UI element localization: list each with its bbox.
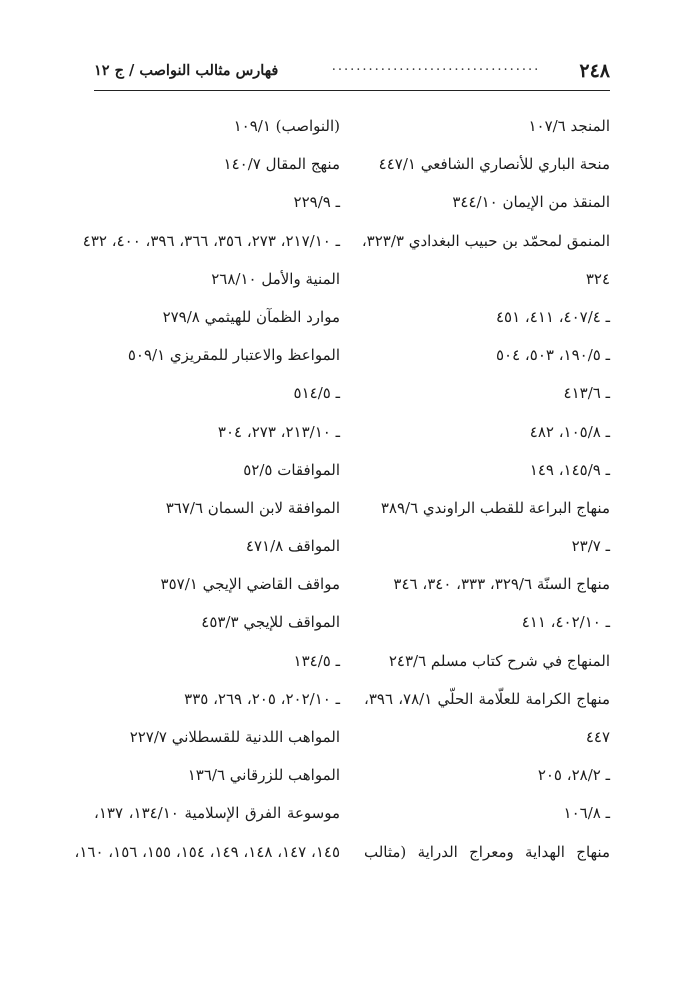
index-line: ـ ١٠٦/٨ [563, 804, 610, 823]
index-line: ـ ١٣٤/٥ [293, 651, 340, 670]
index-line: ـ ٤٠٢/١٠، ٤١١ [521, 613, 610, 632]
page-number: ٢٤٨ [579, 60, 610, 82]
index-line: منهاج الهداية ومعراج الدراية (مثالب [364, 842, 610, 861]
right-column [361, 107, 610, 871]
index-line: موارد الظمآن للهيثمي ٢٧٩/٨ [162, 307, 340, 326]
index-line: ـ ٢١٣/١٠، ٢٧٣، ٣٠٤ [217, 422, 340, 441]
index-line: ١٤٥، ١٤٧، ١٤٨، ١٤٩، ١٥٤، ١٥٥، ١٥٦، ١٦٠، [74, 842, 340, 861]
index-line: ـ ٢٣/٧ [571, 537, 610, 556]
index-line: ـ ١٩٠/٥، ٥٠٣، ٥٠٤ [495, 346, 610, 365]
header-title: فهارس مثالب النواصب / ج ١٢ [94, 62, 279, 79]
index-line: ـ ١٤٥/٩، ١٤٩ [529, 460, 610, 479]
index-line: منهج المقال ١٤٠/٧ [223, 155, 340, 174]
index-line: ـ ٢٢٩/٩ [293, 193, 340, 212]
header-rule [94, 90, 610, 91]
index-line: منحة الباري للأنصاري الشافعي ٤٤٧/١ [378, 155, 610, 174]
index-line: المواقف للإيجي ٤٥٣/٣ [201, 613, 340, 632]
index-line: ـ ١٠٥/٨، ٤٨٢ [529, 422, 610, 441]
index-line: الموافقات ٥٢/٥ [243, 460, 340, 479]
index-line: المنمق لمحمّد بن حبيب البغدادي ٣٢٣/٣، [361, 231, 610, 250]
index-line: ـ ٢٨/٢، ٢٠٥ [537, 766, 610, 785]
index-line: المواهب اللدنية للقسطلاني ٢٢٧/٧ [129, 728, 340, 746]
index-line: المواهب للزرقاني ١٣٦/٦ [187, 766, 340, 785]
index-line: ٤٤٧ [585, 728, 610, 746]
index-line: ـ ٢١٧/١٠، ٢٧٣، ٣٥٦، ٣٦٦، ٣٩٦، ٤٠٠، ٤٣٢ [82, 231, 340, 250]
index-line: ـ ٢٠٢/١٠، ٢٠٥، ٢٦٩، ٣٣٥ [184, 689, 340, 708]
index-line: منهاج السنّة ٣٢٩/٦، ٣٣٣، ٣٤٠، ٣٤٦ [393, 575, 610, 594]
index-line: ـ ٤٠٧/٤، ٤١١، ٤٥١ [495, 307, 610, 326]
left-column [74, 107, 341, 871]
index-line: المنهاج في شرح كتاب مسلم ٢٤٣/٦ [388, 651, 610, 670]
index-line: المنجد ١٠٧/٦ [528, 117, 610, 135]
header-leader-dots: .................................. [331, 59, 541, 74]
index-line: منهاج الكرامة للعلّامة الحلّي ٧٨/١، ٣٩٦، [364, 689, 610, 708]
index-line: (النواصب) ١٠٩/١ [233, 117, 340, 135]
index-line: ٣٢٤ [585, 269, 610, 288]
running-header [94, 58, 610, 90]
index-line: المواعظ والاعتبار للمقريزي ٥٠٩/١ [127, 346, 340, 365]
index-line: المواقف ٤٧١/٨ [245, 537, 340, 556]
index-line: الموافقة لابن السمان ٣٦٧/٦ [165, 498, 340, 517]
index-line: موسوعة الفرق الإسلامية ١٣٤/١٠، ١٣٧، [94, 804, 341, 823]
index-line: المنقذ من الإيمان ٣٤٤/١٠ [452, 193, 610, 212]
index-line: ـ ٤١٣/٦ [563, 384, 610, 403]
index-line: مواقف القاضي الإيجي ٣٥٧/١ [160, 575, 340, 594]
index-line: منهاج البراعة للقطب الراوندي ٣٨٩/٦ [380, 498, 610, 517]
index-line: المنية والأمل ٢٦٨/١٠ [211, 269, 340, 288]
index-line: ـ ٥١٤/٥ [293, 384, 340, 403]
